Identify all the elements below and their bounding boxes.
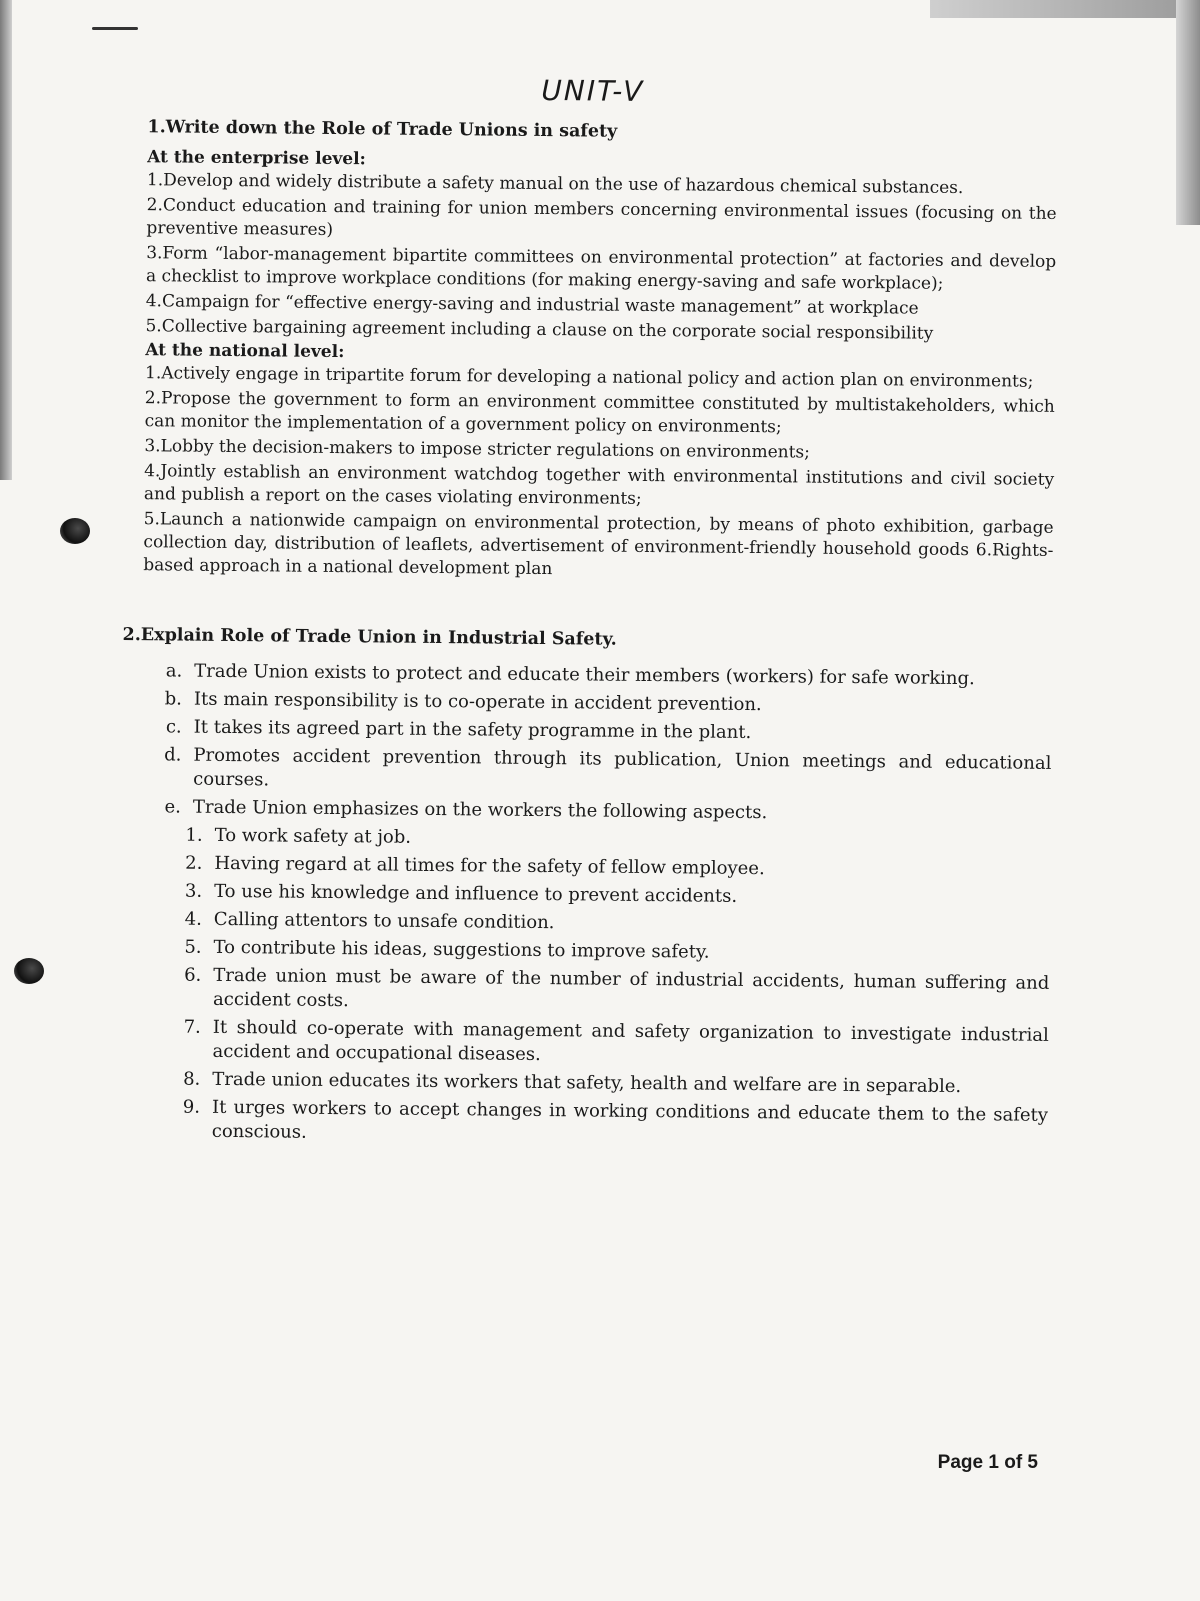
aspects-list <box>162 823 1051 1151</box>
list-item <box>164 879 1050 912</box>
enterprise-item: 2.Conduct education and training for union members concerning environmental issues (focusing on the preventive measures) <box>146 195 1057 240</box>
national-item: 3.Lobby the decision-makers to impose stricter regulations on environments; <box>144 436 811 463</box>
list-item <box>162 1067 1048 1100</box>
list-marker: 5. <box>184 936 202 958</box>
list-marker: a. <box>165 660 183 682</box>
list-item-text: It should co-operate with management and safety organization to investigate industrial accident and occupational diseases. <box>212 1016 1049 1066</box>
list-marker: 1. <box>185 824 203 846</box>
national-level-heading: At the national level: <box>145 340 345 363</box>
scan-mark <box>92 27 138 30</box>
list-item-text: Trade Union exists to protect and educate their members (workers) for safe working. <box>194 660 975 690</box>
page-number: Page 1 of 5 <box>937 1452 1038 1473</box>
list-marker: 7. <box>183 1016 201 1038</box>
list-item <box>144 715 1052 748</box>
list-marker: e. <box>164 796 182 818</box>
national-item: 5.Launch a nationwide campaign on environmental protection, by means of photo exhibition, garbage collection day, distribution of leaflets, advertisement of environment-friendly household goods 6.Rights-based approach in a national development plan <box>143 509 1054 580</box>
list-item <box>163 963 1049 1020</box>
enterprise-item: 3.Form “labor-management bipartite committees on environmental protection” at factories and develop a checklist to improve workplace conditions (for making energy-saving and safe workplace); <box>145 243 1057 294</box>
list-item <box>164 851 1050 884</box>
list-item <box>163 935 1049 968</box>
list-item <box>143 743 1051 800</box>
list-item-text: Trade union must be aware of the number of industrial accidents, human suffering and accident costs. <box>212 964 1050 1012</box>
list-item <box>162 1095 1048 1152</box>
list-item-text: Trade union educates its workers that safety, health and welfare are in separable. <box>212 1068 962 1098</box>
national-item: 4.Jointly establish an environment watchdog together with environmental institutions and civil society and publish a report on the cases violating environments; <box>143 461 1055 509</box>
national-item: 1.Actively engage in tripartite forum for developing a national policy and action plan on environments; <box>144 363 1034 392</box>
national-item: 2.Propose the government to form an environment committee constituted by multistakeholders, which can monitor the implementation of a government policy on environments; <box>144 388 1055 438</box>
list-marker: 9. <box>182 1096 201 1118</box>
list-item-text: To work safety at job. <box>214 824 412 848</box>
list-item-text: Having regard at all times for the safety of fellow employee. <box>214 852 765 880</box>
scan-edge-right <box>1176 0 1200 225</box>
unit-title: UNIT-V <box>541 73 645 108</box>
enterprise-item: 1.Develop and widely distribute a safety manual on the use of hazardous chemical substances. <box>146 170 964 199</box>
scan-edge-top-right <box>930 0 1200 18</box>
list-item <box>164 907 1050 940</box>
list-item-text: To contribute his ideas, suggestions to improve safety. <box>213 936 710 963</box>
list-marker: c. <box>165 716 182 738</box>
question-2-title: 2.Explain Role of Trade Union in Industrial Safety. <box>122 624 617 650</box>
document-page <box>118 70 1058 1156</box>
punch-hole-upper <box>60 518 90 544</box>
list-item-text: Its main responsibility is to co-operate in accident prevention. <box>193 688 762 716</box>
enterprise-level-heading: At the enterprise level: <box>147 147 366 170</box>
enterprise-item: 4.Campaign for “effective energy-saving and industrial waste management” at workplace <box>145 291 919 319</box>
list-marker: d. <box>164 744 182 766</box>
list-item <box>144 659 1052 692</box>
list-marker: 4. <box>184 908 202 930</box>
question-2 <box>118 625 1053 1152</box>
list-item-text: Trade Union emphasizes on the workers the following aspects. <box>192 796 768 824</box>
list-item-text: It urges workers to accept changes in working conditions and educate them to the safety conscious. <box>211 1096 1049 1143</box>
list-item <box>162 1015 1048 1072</box>
role-list <box>143 659 1052 828</box>
list-item <box>144 687 1052 720</box>
scan-edge-left <box>0 0 12 480</box>
question-1 <box>143 117 1057 586</box>
list-marker: 6. <box>184 964 202 986</box>
list-item-text: Calling attentors to unsafe condition. <box>213 908 555 934</box>
punch-hole-lower <box>14 958 44 984</box>
list-marker: 8. <box>183 1068 201 1090</box>
list-item-text: Promotes accident prevention through its publication, Union meetings and educational courses. <box>193 744 1052 791</box>
list-item <box>143 795 1051 828</box>
list-item <box>165 823 1051 856</box>
question-1-title: 1.Write down the Role of Trade Unions in safety <box>147 117 618 142</box>
list-marker: 3. <box>184 880 203 902</box>
enterprise-item: 5.Collective bargaining agreement including a clause on the corporate social responsibility <box>145 316 934 344</box>
list-marker: b. <box>164 688 183 710</box>
list-item-text: To use his knowledge and influence to prevent accidents. <box>214 880 738 907</box>
list-item-text: It takes its agreed part in the safety programme in the plant. <box>193 716 752 744</box>
list-marker: 2. <box>185 852 203 874</box>
